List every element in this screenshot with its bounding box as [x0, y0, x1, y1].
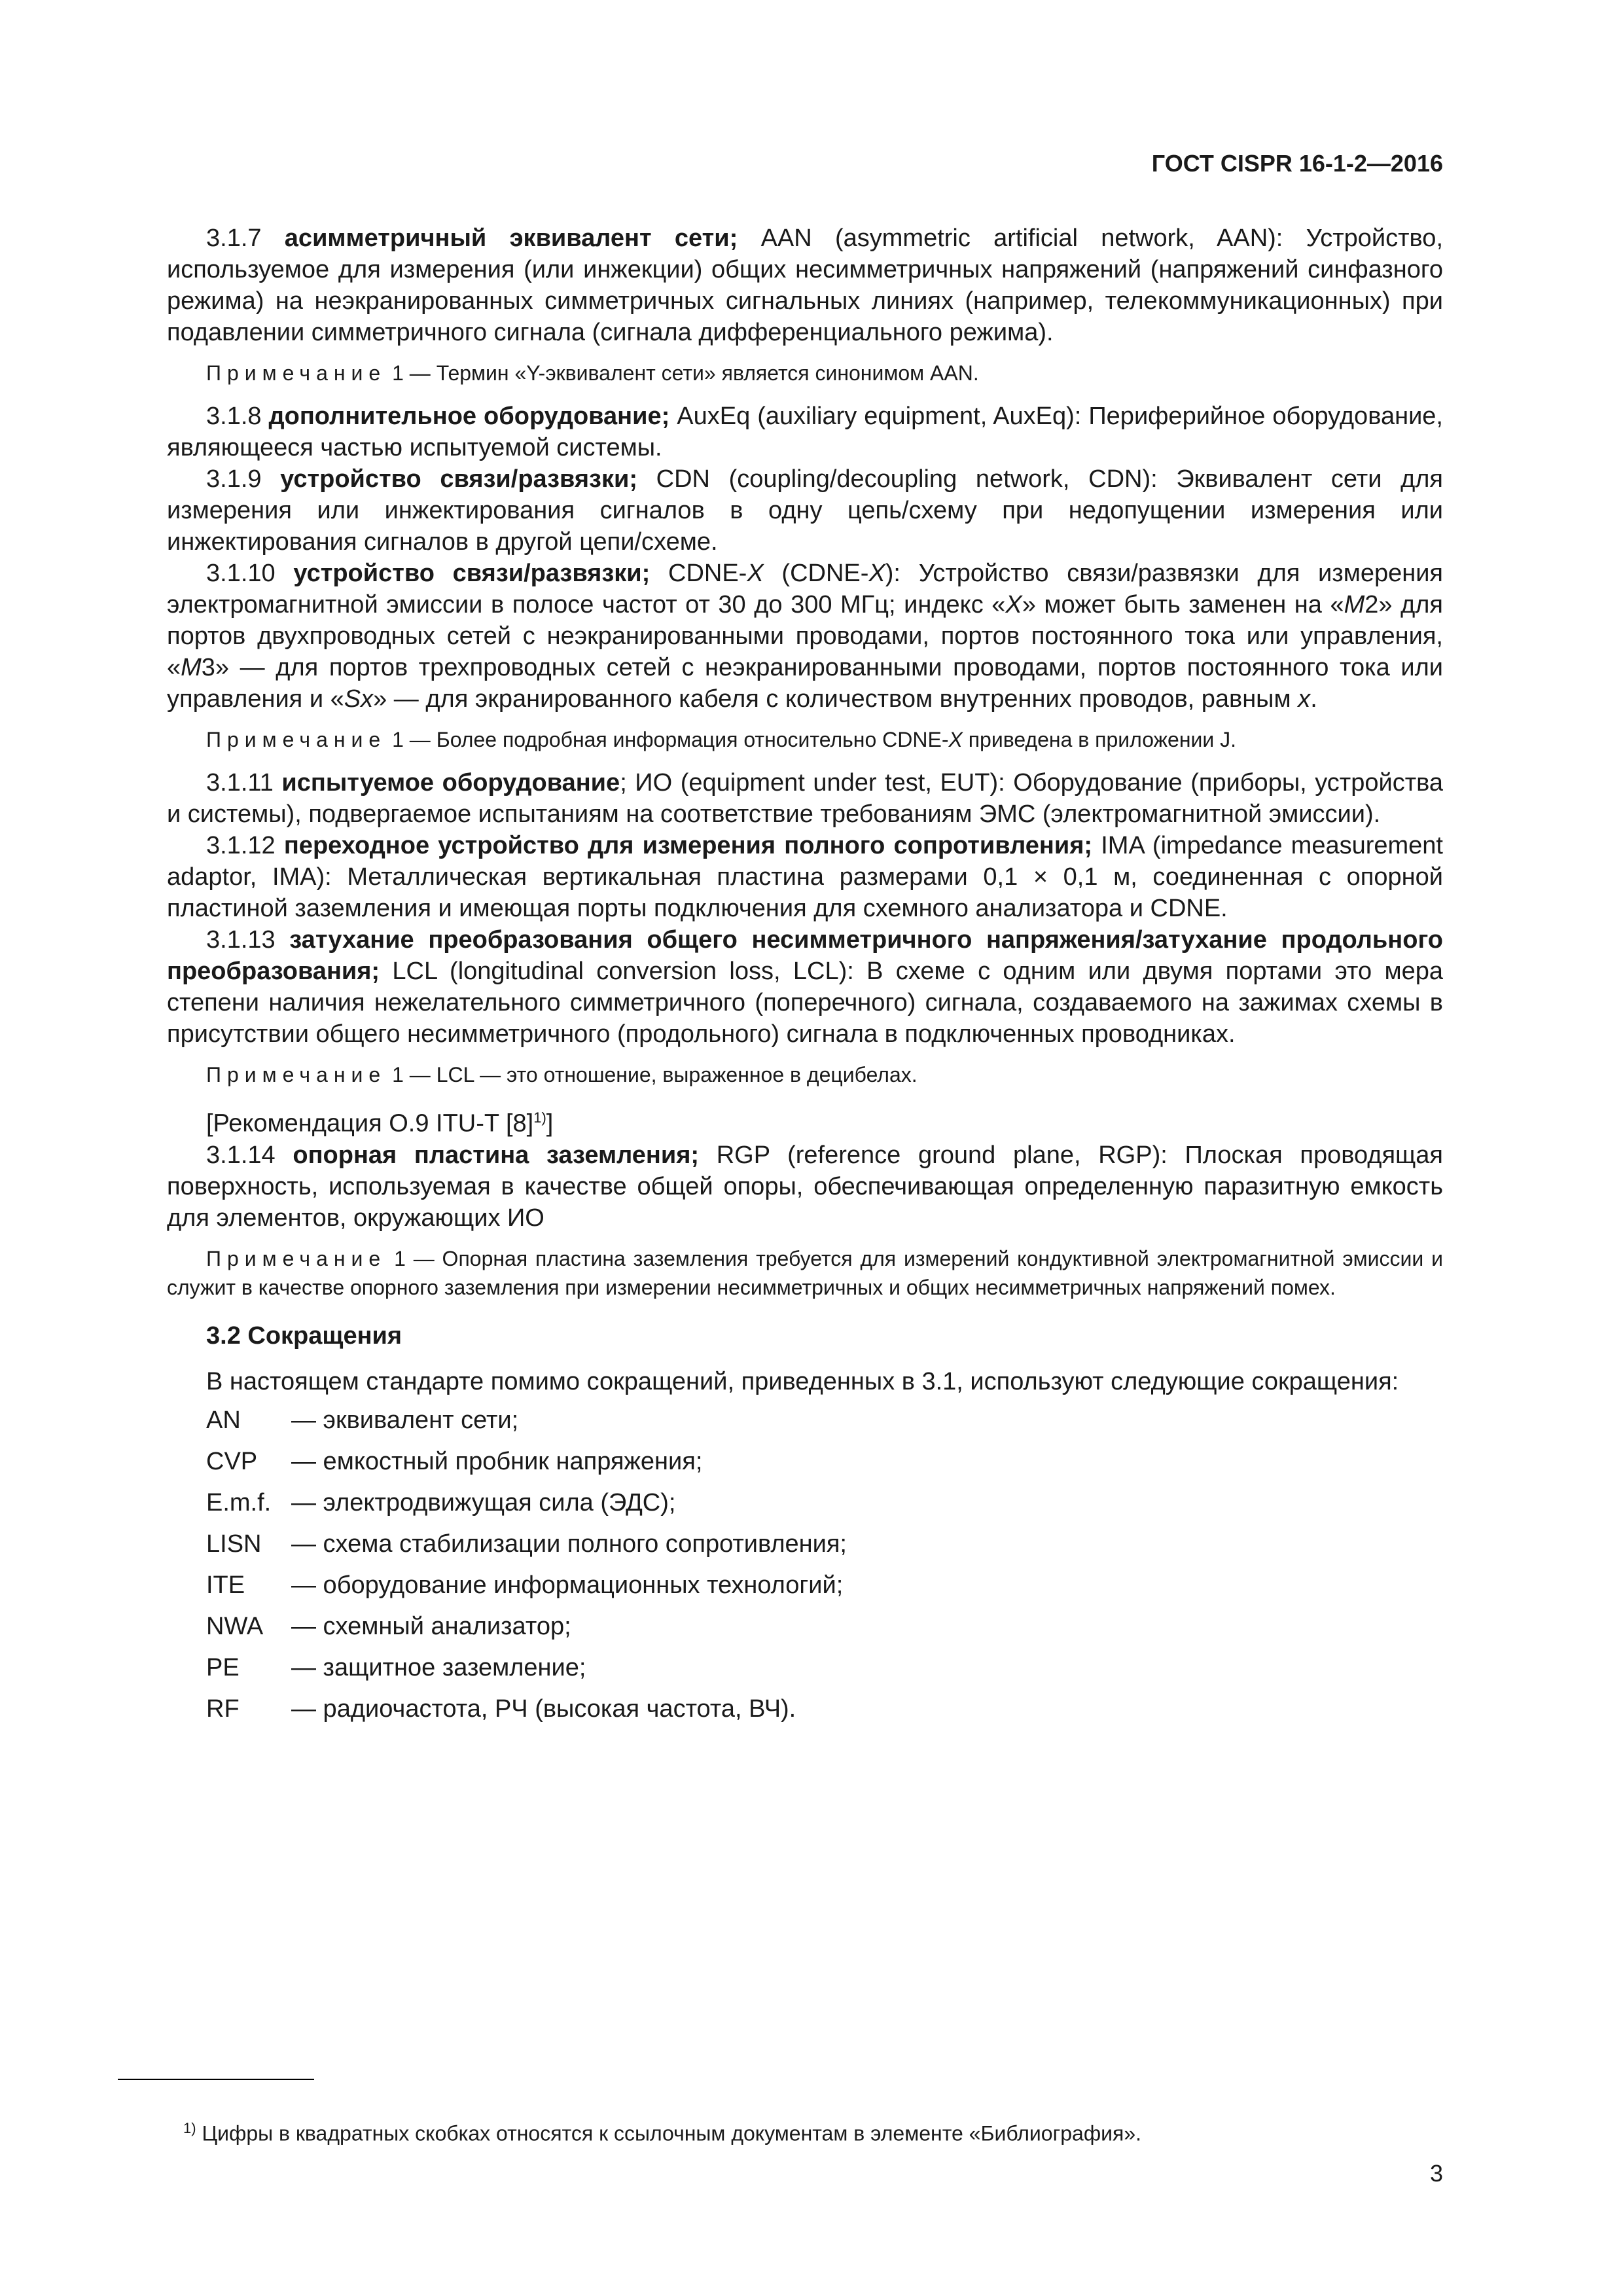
abbreviation-code: RF — [206, 1695, 240, 1723]
footnote-separator — [118, 2079, 314, 2080]
document-header: ГОСТ CISPR 16-1-2—2016 — [1151, 150, 1443, 177]
abbreviation-list — [167, 1400, 1443, 1730]
section-3-2-intro: В настоящем стандарте помимо сокращений, приведенных в 3.1, используют следующие сокращения: — [206, 1367, 1399, 1395]
list-item — [167, 1647, 1443, 1689]
list-item — [167, 1482, 1443, 1524]
list-item — [167, 1689, 1443, 1730]
abbreviation-description: — схема стабилизации полного сопротивления; — [291, 1530, 847, 1558]
note-3-1-14: Примечание 1 — Опорная пластина заземления требуется для измерений кондуктивной электромагнитной эмиссии и служит в качестве опорного заземления при измерении несимметричных и общих несимметричных напряжений помех. — [167, 1246, 1443, 1299]
abbreviation-description: — электродвижущая сила (ЭДС); — [291, 1489, 676, 1517]
abbreviation-description: — радиочастота, РЧ (высокая частота, ВЧ). — [291, 1695, 796, 1723]
abbreviation-code: E.m.f. — [206, 1489, 272, 1517]
term: устройство связи/развязки; — [293, 560, 651, 587]
footnote-text: Цифры в квадратных скобках относятся к ссылочным документам в элементе «Библиография». — [196, 2121, 1142, 2145]
section-heading-3-2: 3.2 Сокращения — [206, 1321, 402, 1350]
list-item — [167, 1524, 1443, 1565]
note-3-1-7: Примечание 1 — Термин «Y-эквивалент сети» является синонимом AAN. — [206, 361, 979, 385]
abbreviation-description: — защитное заземление; — [291, 1654, 586, 1682]
abbreviation-code: PE — [206, 1654, 240, 1682]
abbreviation-code: CVP — [206, 1448, 258, 1476]
list-item — [167, 1400, 1443, 1441]
note-3-1-13: Примечание 1 — LCL — это отношение, выраженное в децибелах. — [206, 1063, 918, 1086]
definition-3-1-9: 3.1.9 устройство связи/развязки; CDN (coupling/decoupling network, CDN): Эквивалент сети для измерения или инжектирования сигналов в одну цепь/схему при недопущении измерения или инжектирования сигналов в другой цепи/схеме. — [167, 465, 1443, 556]
term: опорная пластина заземления; — [293, 1141, 700, 1169]
footnote — [167, 2114, 1443, 2148]
definition-3-1-10: 3.1.10 устройство связи/развязки; CDNE-X (CDNE-X): Устройство связи/развязки для измерения электромагнитной эмиссии в полосе частот от 30 до 300 МГц; индекс «X» может быть заменен на «M2» для портов двухпроводных сетей с неэкранированными проводами, портов постоянного тока или управления, «M3» — для портов трехпроводных сетей с неэкранированными проводами, портов постоянного тока или управления и «Sx» — для экранированного кабеля с количеством внутренних проводов, равным x. — [167, 560, 1444, 713]
abbreviation-code: AN — [206, 1407, 241, 1435]
footnote-mark: 1) — [183, 2120, 196, 2136]
abbreviation-code: NWA — [206, 1613, 264, 1641]
definition-3-1-14: 3.1.14 опорная пластина заземления; RGP (reference ground plane, RGP): Плоская проводящая поверхность, используемая в качестве общей опоры, обеспечивающая определенную паразитную емкость для элементов, окружающих ИО — [167, 1141, 1444, 1232]
term: асимметричный эквивалент сети; — [284, 224, 738, 252]
abbreviation-description: — емкостный пробник напряжения; — [291, 1448, 703, 1476]
list-item — [167, 1606, 1443, 1647]
abbreviation-code: ITE — [206, 1571, 245, 1600]
definition-3-1-7: 3.1.7 асимметричный эквивалент сети; AAN (asymmetric artificial network, AAN): Устройство, используемое для измерения (или инжекции) общих несимметричных напряжений (напряжений синфазного режима) на неэкранированных симметричных сигнальных линиях (например, телекоммуникационных) при подавлении симметричного сигнала (сигнала дифференциального режима). — [167, 224, 1443, 346]
footnote-ref: 1) — [533, 1109, 546, 1126]
document-body — [167, 223, 1443, 1730]
term: устройство связи/развязки; — [280, 465, 637, 493]
abbreviation-code: LISN — [206, 1530, 262, 1558]
abbreviation-description: — оборудование информационных технологий; — [291, 1571, 844, 1600]
term: переходное устройство для измерения полного сопротивления; — [283, 832, 1093, 859]
page-number: 3 — [1429, 2160, 1443, 2187]
term: испытуемое оборудование — [281, 769, 620, 797]
note-3-1-10: Примечание 1 — Более подробная информация относительно CDNE-X приведена в приложении J. — [206, 728, 1237, 751]
list-item — [167, 1565, 1443, 1606]
reference-3-1-13: [Рекомендация O.9 ITU-T $[8]^{1)}$] — [206, 1109, 554, 1138]
definition-3-1-8: 3.1.8 дополнительное оборудование; AuxEq (auxiliary equipment, AuxEq): Периферийное оборудование, являющееся частью испытуемой системы. — [167, 403, 1443, 461]
definition-3-1-13: 3.1.13 затухание преобразования общего несимметричного напряжения/затухание продольного преобразования; LCL (longitudinal conversion loss, LCL): В схеме с одним или двумя портами это мера степени наличия нежелательного симметричного (поперечного) сигнала, создаваемого на зажимах схемы в присутствии общего несимметричного (продольного) сигнала в подключенных проводниках. — [167, 926, 1443, 1048]
term: затухание преобразования общего несимметричного напряжения/затухание продольного преобразования; — [167, 926, 1443, 985]
abbreviation-description: — эквивалент сети; — [291, 1407, 519, 1435]
abbreviation-description: — схемный анализатор; — [291, 1613, 571, 1641]
list-item — [167, 1441, 1443, 1482]
definition-3-1-11: 3.1.11 испытуемое оборудование; ИО (equipment under test, EUT): Оборудование (приборы, устройства и системы), подвергаемое испытаниям на соответствие требованиям ЭМС (электромагнитной эмиссии). — [167, 769, 1444, 828]
definition-3-1-12: 3.1.12 переходное устройство для измерения полного сопротивления; IMA (impedance measurement adaptor, IMA): Металлическая вертикальная пластина размерами 0,1 × 0,1 м, соединенная с опорной пластиной заземления и имеющая порты подключения для схемного анализатора и CDNE. — [167, 832, 1443, 922]
term: дополнительное оборудование; — [268, 403, 670, 430]
